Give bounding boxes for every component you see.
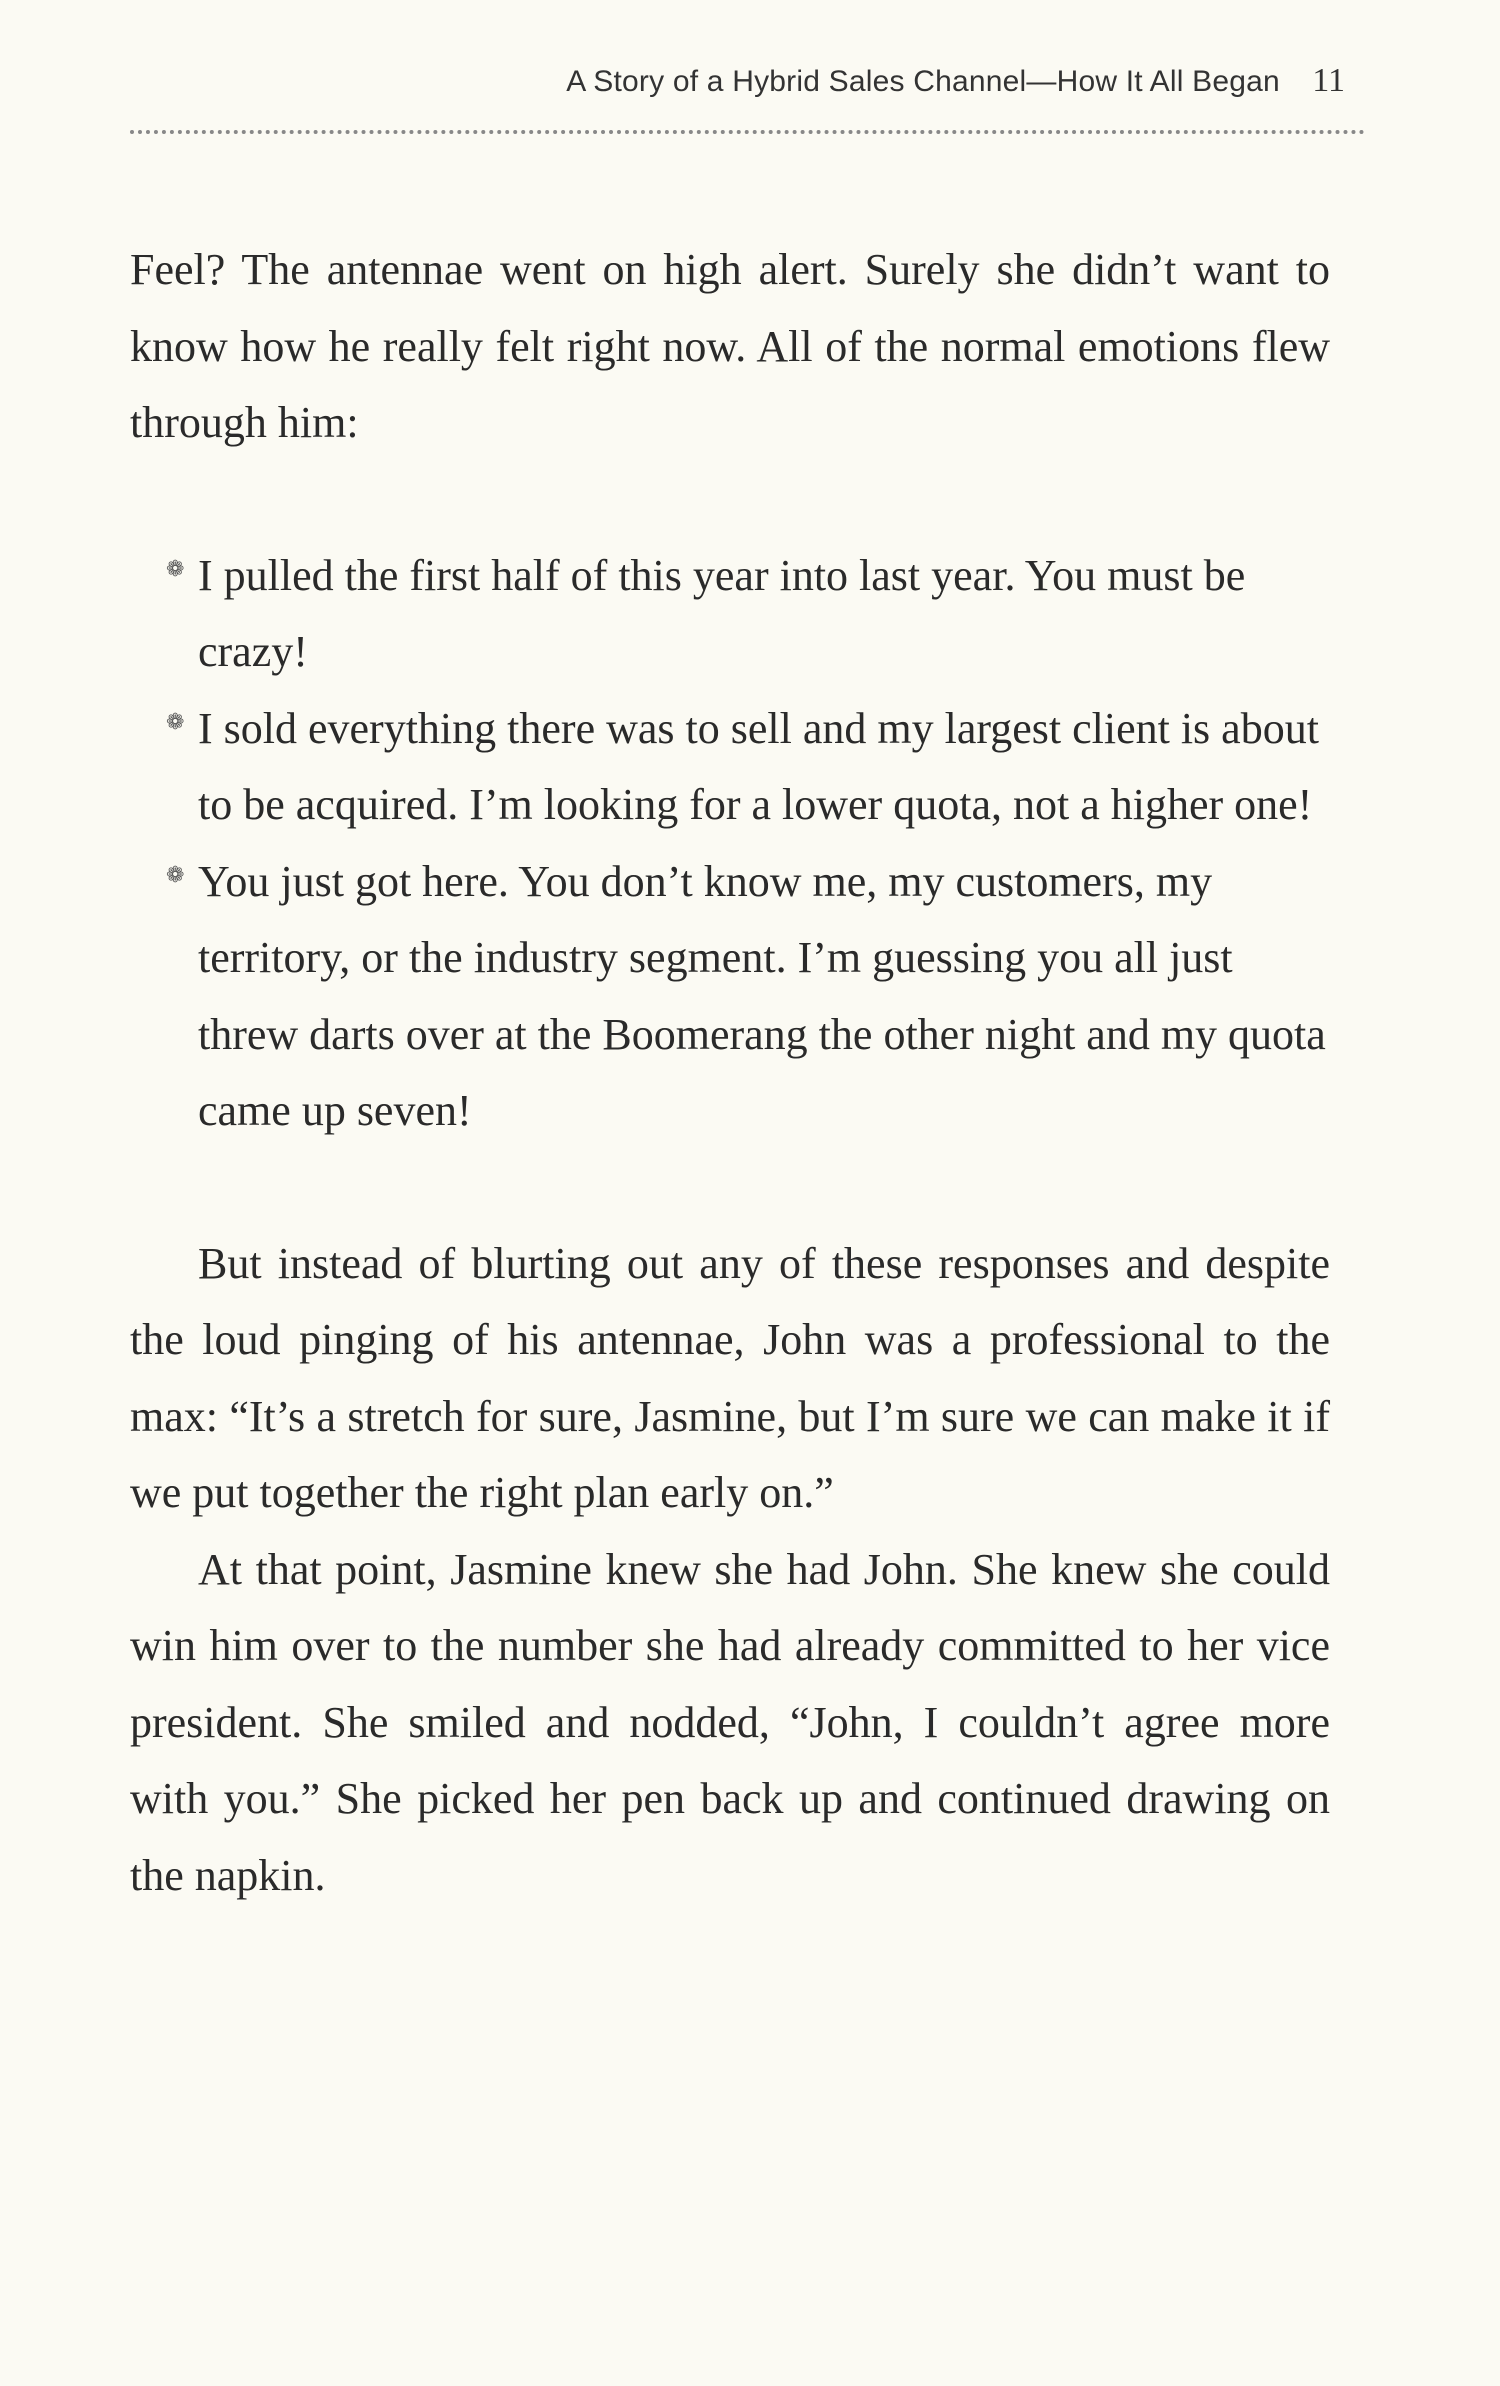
page-number: 11	[1312, 62, 1345, 99]
header-divider	[130, 130, 1365, 134]
list-item-text: I sold everything there was to sell and my largest client is about to be acquired. I’m looking for a lower quota, not a higher one!	[198, 703, 1319, 829]
bullet-ornament-icon: ❁	[166, 861, 185, 887]
chapter-title: A Story of a Hybrid Sales Channel—How It All Began	[566, 65, 1280, 98]
list-item-text: I pulled the first half of this year into last year. You must be crazy!	[198, 550, 1246, 676]
bullet-list	[130, 538, 1330, 1150]
paragraph: Feel? The antennae went on high alert. Surely she didn’t want to know how he really felt right now. All of the normal emotions flew through him:	[130, 245, 1330, 447]
bullet-ornament-icon: ❁	[166, 555, 185, 581]
running-header	[130, 62, 1345, 112]
list-item	[166, 691, 1330, 844]
bullet-ornament-icon: ❁	[166, 708, 185, 734]
paragraph: But instead of blurting out any of these responses and despite the loud pinging of his antennae, John was a professional to the max: “It’s a stretch for sure, Jasmine, but I’m sure we can make it if we put together the right plan early on.”	[130, 1238, 1330, 1517]
paragraph: At that point, Jasmine knew she had John. She knew she could win him over to the number she had already committed to her vice president. She smiled and nodded, “John, I couldn’t agree more with you.” She picked her pen back up and continued drawing on the napkin.	[130, 1544, 1330, 1900]
body-text	[130, 232, 1330, 1914]
list-item	[166, 538, 1330, 691]
list-item-text: You just got here. You don’t know me, my customers, my territory, or the industry segment. I’m guessing you all just threw darts over at the Boomerang the other night and my quota came up seven!	[198, 856, 1326, 1135]
list-item	[166, 844, 1330, 1150]
